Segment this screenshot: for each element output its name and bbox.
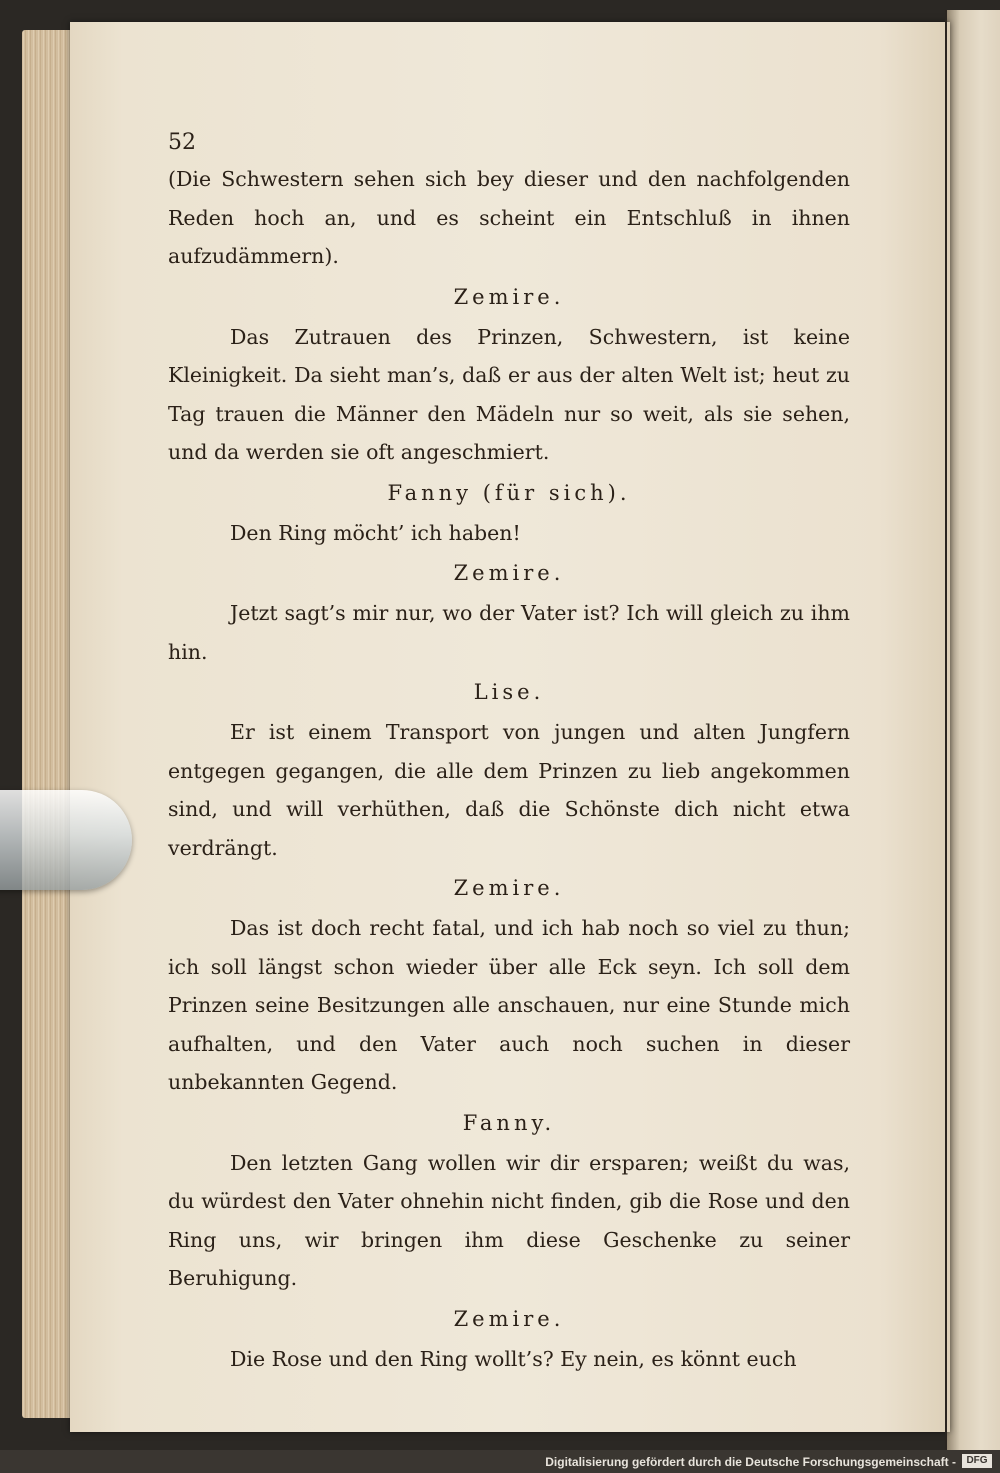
page-text xyxy=(168,128,850,1378)
footer-credit: Digitalisierung gefördert durch die Deutsche Forschungsgemeinschaft - xyxy=(545,1455,956,1469)
dialogue-paragraph: Das Zutrauen des Prinzen, Schwestern, ist keine Kleinigkeit. Da sieht man’s, daß er aus der alten Welt ist; heut zu Tag trauen die Männer den Mädeln nur so weit, als sie sehen, und da werden sie oft angeschmiert. xyxy=(168,324,850,464)
dialogue-paragraph: Das ist doch recht fatal, und ich hab noch so viel zu thun; ich soll längst schon wieder über alle Eck seyn. Ich soll dem Prinzen seine Besitzungen alle anschauen, nur eine Stunde mich aufhalten, und den Vater auch noch suchen in dieser unbekannten Gegend. xyxy=(168,916,850,1094)
dialogue-paragraph: Jetzt sagt’s mir nur, wo der Vater ist? Ich will gleich zu ihm hin. xyxy=(168,601,850,664)
speaker-name: Fanny (für sich). xyxy=(387,480,631,505)
dialogue-paragraph: Den Ring möcht’ ich haben! xyxy=(230,520,521,545)
speaker-name: Lise. xyxy=(473,680,545,704)
dialogue-paragraph: Er ist einem Transport von jungen und alten Jungfern entgegen gegangen, die alle dem Prinzen zu lieb angekommen sind, und will verhüthen, daß die Schönste dich nicht etwa verdrängt. xyxy=(168,720,850,860)
page-clip xyxy=(0,790,132,890)
page-number: 52 xyxy=(168,130,196,155)
dialogue-paragraph: Die Rose und den Ring wollt’s? Ey nein, es könnt euch xyxy=(230,1346,797,1371)
speaker-name: Zemire. xyxy=(453,561,565,585)
speaker-name: Zemire. xyxy=(453,1306,565,1331)
dialogue-paragraph: Den letzten Gang wollen wir dir ersparen; weißt du was, du würdest den Vater ohnehin nicht finden, gib die Rose und den Ring uns, wir bringen ihm diese Geschenke zu seiner Beruhigung. xyxy=(168,1150,850,1290)
speaker-name: Zemire. xyxy=(453,284,565,309)
speaker-name: Zemire. xyxy=(453,876,565,900)
stage-direction: (Die Schwestern sehen sich bey dieser und den nachfolgenden Reden hoch an, und es scheint ein Entschluß in ihnen aufzudämmern). xyxy=(168,167,850,268)
dfg-logo: DFG xyxy=(962,1454,992,1468)
facing-page-edge xyxy=(945,10,1000,1450)
footer-bar xyxy=(0,1450,1000,1473)
gutter-shadow xyxy=(945,10,947,1450)
speaker-name: Fanny. xyxy=(462,1110,556,1135)
